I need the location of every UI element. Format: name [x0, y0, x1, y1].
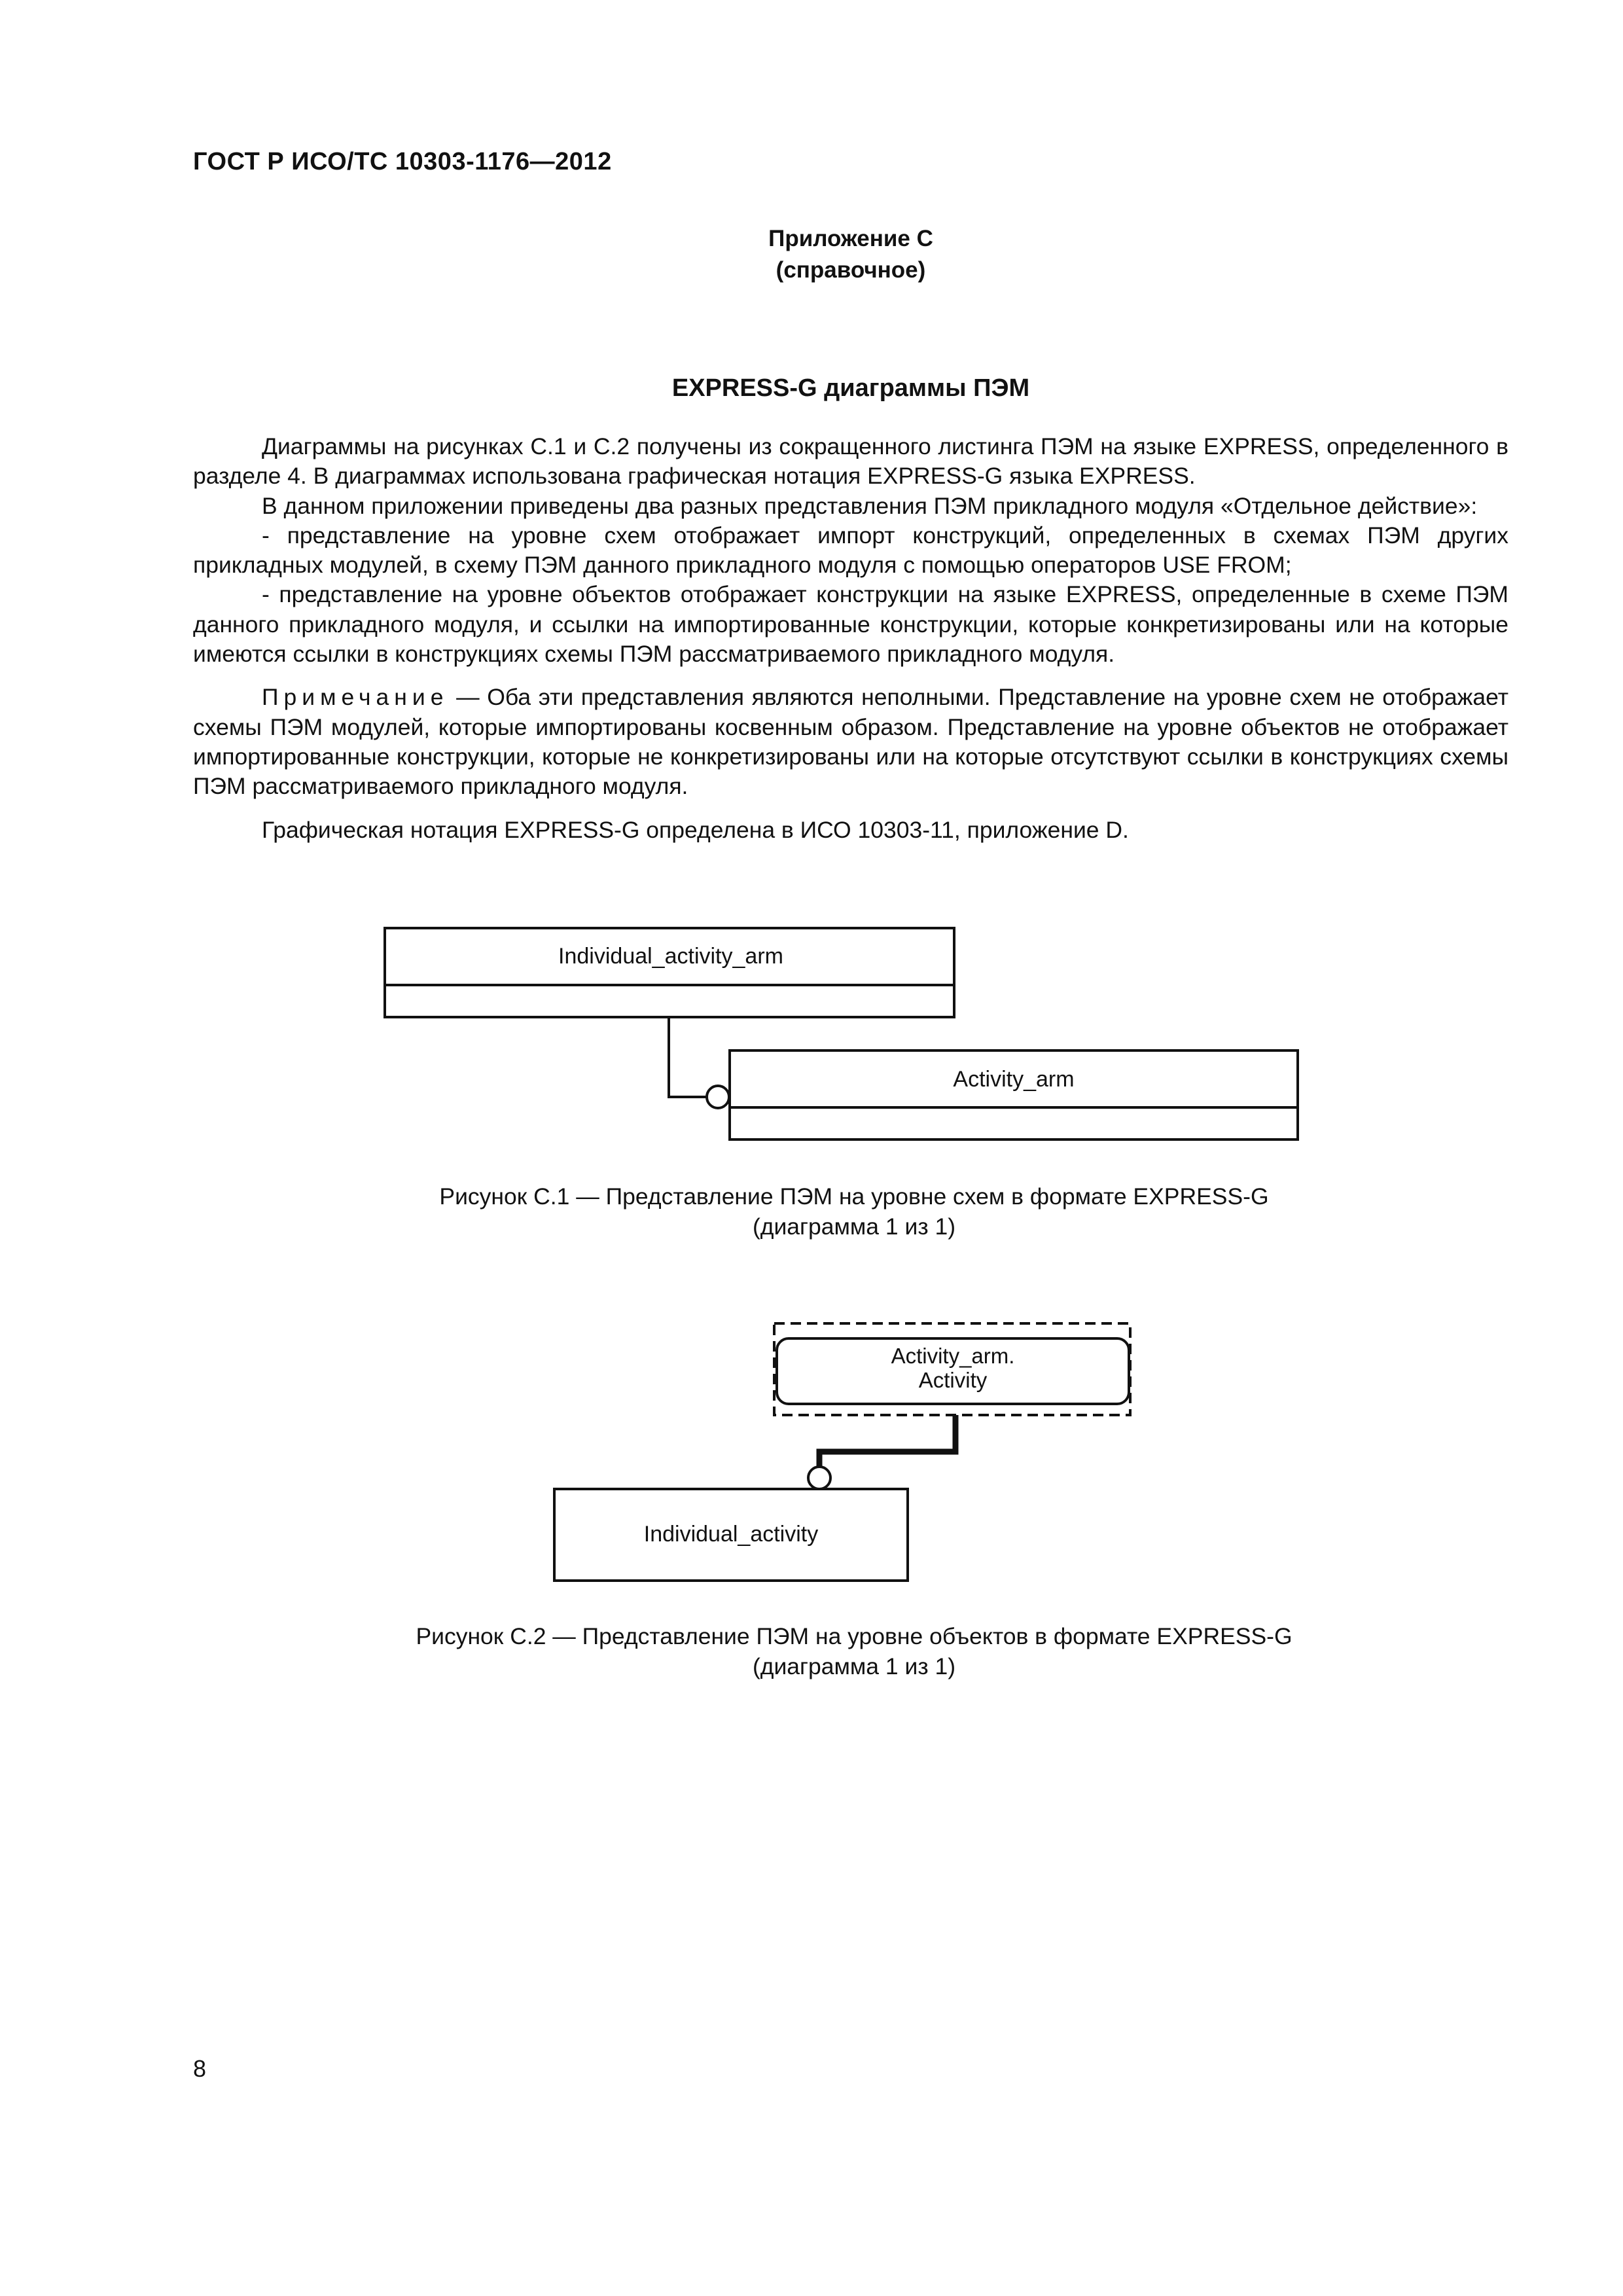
- entity-label-individual-activity-arm: Individual_activity_arm: [558, 944, 783, 969]
- entity-box-individual-activity-arm: [385, 928, 954, 1017]
- note-label: Примечание: [262, 684, 449, 711]
- figure-1-diagram: [385, 928, 1298, 1139]
- paragraph-notation-ref: Графическая нотация EXPRESS-G определена в ИСО 10303-11, приложение D.: [262, 816, 1129, 843]
- figure-1-caption-line1: Рисунок С.1 — Представление ПЭМ на уровне схем в формате EXPRESS-G: [439, 1183, 1269, 1210]
- entity-label-activity-arm: Activity_arm: [953, 1067, 1075, 1092]
- figure-2-caption-line1: Рисунок С.2 — Представление ПЭМ на уровне объектов в формате EXPRESS-G: [416, 1623, 1293, 1649]
- relationship-end-circle: [707, 1086, 729, 1108]
- reference-label-line1: Activity_arm.: [891, 1344, 1015, 1368]
- section-title: EXPRESS-G диаграммы ПЭМ: [671, 374, 1030, 402]
- paragraph-schema-level: - представление на уровне схем отображает импорт конструкций, определенных в схемах ПЭМ других прикладных модулей, в схему ПЭМ данного прикладного модуля с помощью операторов USE FROM;: [193, 522, 1508, 579]
- standard-header: ГОСТ Р ИСО/ТС 10303-1176—2012: [193, 148, 612, 175]
- annex-status: (справочное): [776, 257, 926, 283]
- relationship-end-circle: [808, 1467, 830, 1489]
- figure-2-caption: [0, 1621, 1623, 1681]
- figure-1-caption-line2: (диаграмма 1 из 1): [752, 1213, 956, 1240]
- relationship-line: [669, 1017, 707, 1097]
- figure-2-caption-line2: (диаграмма 1 из 1): [752, 1653, 956, 1679]
- entity-box-activity-arm: [730, 1050, 1298, 1139]
- paragraph-intro: Диаграммы на рисунках С.1 и С.2 получены из сокращенного листинга ПЭМ на языке EXPRESS, определенного в разделе 4. В диаграммах использована графическая нотация EXPRESS-G языка EXPRESS.: [193, 433, 1508, 490]
- subtype-relationship-line: [819, 1415, 955, 1466]
- annex-title: Приложение С: [768, 226, 933, 251]
- note-text: — Оба эти представления являются неполными. Представление на уровне схем не отображает схемы ПЭМ модулей, которые импортированы косвенным образом. Представление на уровне объектов не отображает импортированные конструкции, которые не конкретизированы или на которые отсутствуют ссылки в конструкциях схемы ПЭМ рассматриваемого прикладного модуля.: [193, 684, 1508, 800]
- reference-label-line2: Activity: [918, 1368, 988, 1392]
- figure-2-diagram: [554, 1323, 1130, 1581]
- entity-label-individual-activity: Individual_activity: [643, 1522, 819, 1547]
- paragraph-representations: В данном приложении приведены два разных представления ПЭМ прикладного модуля «Отдельное действие»:: [262, 492, 1478, 519]
- paragraph-object-level: - представление на уровне объектов отображает конструкции на языке EXPRESS, определенные в схеме ПЭМ данного прикладного модуля, и ссылки на импортированные конструкции, которые конкретизированы или на которые имеются ссылки в конструкциях схемы ПЭМ рассматриваемого прикладного модуля.: [193, 581, 1508, 668]
- page-number: 8: [193, 2055, 207, 2082]
- figure-1-caption: [0, 1181, 1623, 1242]
